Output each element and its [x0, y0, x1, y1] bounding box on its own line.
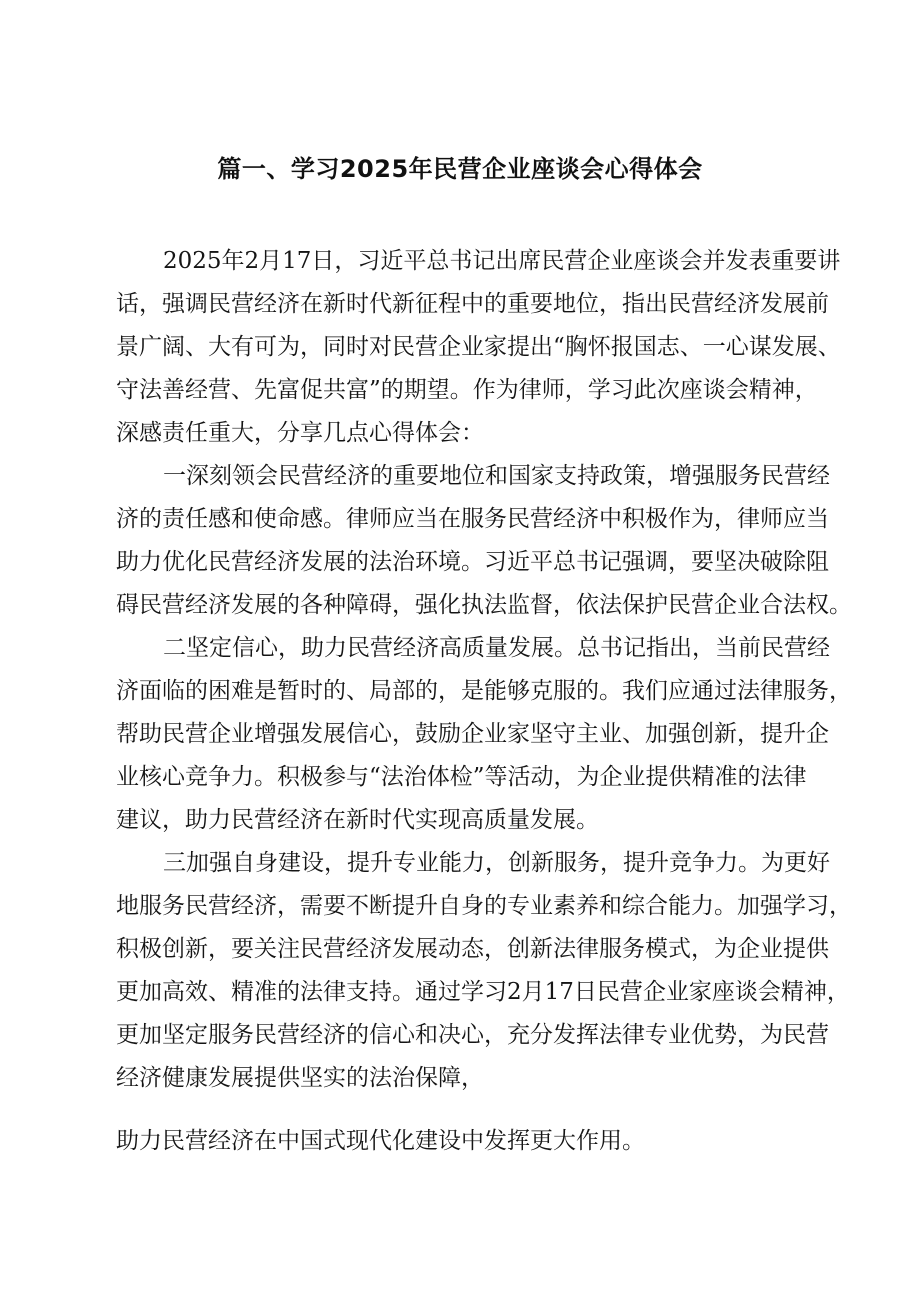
paragraph-line: 助力优化民营经济发展的法治环境。习近平总书记强调，要坚决破除阻 [116, 549, 829, 575]
paragraph-line: 更加高效、精准的法律支持。通过学习2月17日民营企业家座谈会精神， [116, 979, 850, 1005]
paragraph-line: 二坚定信心，助力民营经济高质量发展。总书记指出，当前民营经 [163, 635, 830, 661]
document-title: 篇一、学习2025年民营企业座谈会心得体会 [217, 155, 703, 183]
paragraph-line: 建议，助力民营经济在新时代实现高质量发展。 [116, 807, 599, 833]
paragraph-line: 助力民营经济在中国式现代化建设中发挥更大作用。 [116, 1128, 645, 1154]
paragraph-line: 业核心竞争力。积极参与“法治体检”等活动，为企业提供精准的法律 [116, 764, 807, 790]
paragraph-line: 更加坚定服务民营经济的信心和决心，充分发挥法律专业优势，为民营 [116, 1022, 829, 1048]
paragraph-line: 景广阔、大有可为，同时对民营企业家提出“胸怀报国志、一心谋发展、 [116, 334, 841, 360]
paragraph-line: 话，强调民营经济在新时代新征程中的重要地位，指出民营经济发展前 [116, 291, 829, 317]
paragraph-line: 2025年2月17日，习近平总书记出席民营企业座谈会并发表重要讲 [163, 248, 841, 274]
paragraph-line: 守法善经营、先富促共富”的期望。作为律师，学习此次座谈会精神， [116, 377, 818, 403]
paragraph-line: 济面临的困难是暂时的、局部的，是能够克服的。我们应通过法律服务， [116, 678, 852, 704]
paragraph-line: 地服务民营经济，需要不断提升自身的专业素养和综合能力。加强学习， [116, 893, 852, 919]
paragraph-line: 帮助民营企业增强发展信心，鼓励企业家坚守主业、加强创新，提升企 [116, 721, 829, 747]
paragraph-line: 经济健康发展提供坚实的法治保障， [116, 1065, 484, 1091]
paragraph-line: 深感责任重大，分享几点心得体会： [116, 420, 484, 446]
paragraph-line: 一深刻领会民营经济的重要地位和国家支持政策，增强服务民营经 [163, 463, 830, 489]
paragraph-line: 碍民营经济发展的各种障碍，强化执法监督，依法保护民营企业合法权。 [116, 592, 852, 618]
paragraph-line: 积极创新，要关注民营经济发展动态，创新法律服务模式，为企业提供 [116, 936, 829, 962]
paragraph-line: 三加强自身建设，提升专业能力，创新服务，提升竞争力。为更好 [163, 850, 830, 876]
paragraph-line: 济的责任感和使命感。律师应当在服务民营经济中积极作为，律师应当 [116, 506, 829, 532]
